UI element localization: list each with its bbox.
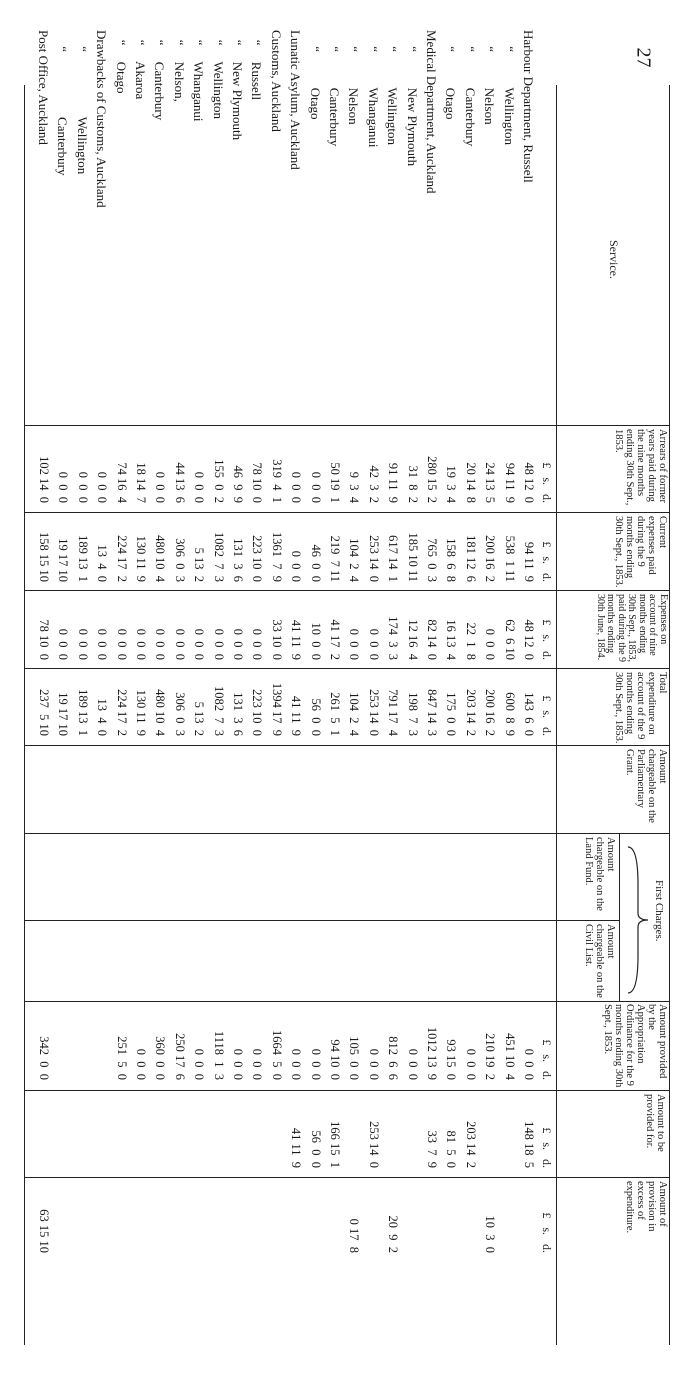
service-label: “ Canterbury [152, 30, 168, 121]
service-label: “ Wellington [74, 30, 90, 175]
service-label: “ Whanganui [365, 30, 381, 148]
amount-cell-c1: 9 3 4 [347, 471, 362, 503]
amount-cell-c3: 0 0 0 [95, 628, 110, 660]
amount-cell-c2: 185 10 11 [405, 532, 420, 582]
amount-cell-c2: 94 11 9 [522, 541, 536, 582]
amount-cell-c3: 174 3 3 [386, 616, 401, 660]
amount-cell-c6: 81 5 0 [444, 1130, 459, 1168]
amount-cell-c2: 538 1 11 [502, 535, 517, 582]
amount-cell-c5: 0 0 0 [289, 1048, 304, 1080]
service-label: “ Wellington [385, 30, 401, 145]
amount-cell-c1: 78 10 0 [250, 462, 265, 503]
amount-cell-c3: 0 0 0 [134, 628, 148, 660]
amount-cell-c1: 31 8 2 [405, 465, 420, 503]
amount-cell-c6: 203 14 2 [463, 1121, 478, 1168]
amount-cell-c4: 203 14 2 [463, 689, 478, 736]
amount-cell-c1: 24 13 5 [483, 462, 498, 503]
service-label: “ Nelson [346, 30, 362, 125]
amount-cell-c6: 148 18 5 [522, 1121, 536, 1168]
table-row [92, 0, 109, 1373]
service-label: “ Canterbury [55, 30, 71, 176]
amount-cell-c4: 189 13 1 [75, 689, 90, 736]
service-label: “ Otago [443, 30, 459, 120]
amount-cell-c3: 0 0 0 [192, 628, 207, 660]
service-label: “ New Plymouth [404, 30, 420, 167]
amount-cell-c2: 617 14 1 [386, 535, 401, 582]
amount-cell-c5: 210 19 2 [483, 1033, 498, 1080]
amount-cell-c5: 251 5 0 [114, 1036, 129, 1080]
amount-cell-c4: 175 0 0 [444, 692, 459, 736]
amount-cell-c4: 847 14 3 [425, 689, 439, 736]
service-label: Medical Department, Auckland [424, 30, 439, 194]
amount-cell-c5: 94 10 0 [328, 1039, 342, 1080]
amount-cell-c4: 1394 17 9 [269, 682, 284, 736]
amount-cell-c3: 0 0 0 [75, 628, 90, 660]
service-label: “ Akaroa [133, 30, 148, 100]
amount-cell-c3: 0 0 0 [347, 628, 362, 660]
service-label: “ Wellington [501, 30, 517, 145]
header-current: Current expenses paid during the 9 months ending 30th Sept., 1853. [613, 516, 668, 588]
amount-cell-c1: 74 16 4 [114, 462, 129, 503]
amount-cell-c5: 0 0 0 [463, 1048, 478, 1080]
service-label: Post Office, Auckland [36, 30, 51, 145]
amount-cell-c5: 0 0 0 [134, 1048, 148, 1080]
service-label: Drawbacks of Customs, Auckland [94, 30, 110, 208]
amount-cell-c1: 319 4 1 [269, 459, 284, 503]
amount-cell-c2: 219 7 11 [328, 535, 342, 582]
amount-cell-c1: 280 15 2 [425, 456, 439, 503]
amount-cell-c2: 1361 7 9 [269, 532, 284, 582]
amount-cell-c5: 0 0 0 [192, 1048, 207, 1080]
amount-cell-c5: 360 0 0 [153, 1036, 168, 1080]
table-row [383, 0, 400, 1373]
amount-cell-c3: 12 16 4 [405, 619, 420, 660]
amount-cell-c2: 5 13 2 [192, 547, 207, 582]
amount-cell-c4: 1082 7 3 [211, 686, 226, 736]
amount-cell-c4: 200 16 2 [483, 689, 498, 736]
table-row [209, 0, 226, 1373]
service-label: “ Nelson [482, 30, 498, 125]
service-label: Harbour Department, Russell [521, 30, 536, 183]
amount-cell-c2: 13 4 0 [95, 544, 110, 582]
header-expenses-nine: Expenses on account of nine months ending 30th Sept., 1853, paid during the 9 months ending 30th June, 1854. [595, 594, 669, 663]
amount-cell-c1: 94 11 9 [502, 462, 517, 503]
amount-cell-c3: 0 0 0 [172, 628, 187, 660]
amount-cell-c2: 480 10 4 [153, 535, 168, 582]
amount-cell-c4: 41 11 9 [289, 695, 304, 736]
header-excess: Amount of provision in excess of expenditure. [624, 1181, 668, 1234]
amount-cell-c1: 50 19 1 [328, 462, 342, 503]
amount-cell-c3: 0 0 0 [250, 628, 265, 660]
amount-cell-c5: 0 0 0 [405, 1048, 420, 1080]
amount-cell-c1: 102 14 0 [37, 456, 51, 503]
service-label: “ New Plymouth [230, 30, 245, 141]
amount-cell-c1: 0 0 0 [153, 471, 168, 503]
table-row [189, 0, 206, 1373]
amount-cell-c3: 33 10 0 [269, 619, 284, 660]
currency-unit-header: £ s. d. [540, 1039, 554, 1080]
amount-cell-c3: 10 0 0 [308, 622, 323, 660]
amount-cell-c5: 0 0 0 [366, 1048, 381, 1080]
amount-cell-c6: 41 11 9 [289, 1127, 304, 1168]
amount-cell-c3: 0 0 0 [366, 628, 381, 660]
amount-cell-c1: 0 0 0 [56, 471, 71, 503]
amount-cell-c3: 48 12 0 [522, 619, 536, 660]
currency-unit-header: £ s. d. [540, 462, 554, 503]
amount-cell-c4: 261 5 1 [328, 692, 342, 736]
amount-cell-c5: 0 0 0 [308, 1048, 323, 1080]
amount-cell-c2: 189 13 1 [75, 535, 90, 582]
amount-cell-c1: 42 3 2 [366, 465, 381, 503]
amount-cell-c3: 0 0 0 [483, 628, 498, 660]
service-label: “ Nelson, [171, 30, 187, 102]
table-row [306, 0, 323, 1373]
amount-cell-c1: 19 3 4 [444, 465, 459, 503]
table-row [170, 0, 187, 1373]
table-row [364, 0, 381, 1373]
amount-cell-c5: 0 0 0 [231, 1048, 245, 1080]
amount-cell-c3: 0 0 0 [153, 628, 168, 660]
amount-cell-c5: 812 6 6 [386, 1036, 401, 1080]
amount-cell-c1: 48 12 0 [522, 462, 536, 503]
table-row [403, 0, 420, 1373]
amount-cell-c7: 0 17 8 [347, 1218, 362, 1253]
amount-cell-c3: 41 17 2 [328, 619, 342, 660]
amount-cell-c2: 104 2 4 [347, 538, 362, 582]
table-bottom-rule [24, 85, 25, 1345]
table-top-rule [669, 85, 670, 1345]
first-charges-rule [619, 833, 620, 1001]
amount-cell-c2: 253 14 0 [366, 535, 381, 582]
amount-cell-c3: 0 0 0 [114, 628, 129, 660]
amount-cell-c1: 0 0 0 [289, 471, 304, 503]
amount-cell-c5: 1012 13 9 [425, 1026, 439, 1080]
amount-cell-c3: 78 10 0 [37, 619, 51, 660]
amount-cell-c4: 131 3 6 [231, 692, 245, 736]
amount-cell-c4: 600 8 9 [502, 692, 517, 736]
amount-cell-c5: 105 0 0 [347, 1036, 362, 1080]
amount-cell-c3: 22 1 8 [463, 622, 478, 660]
service-label: “ Whanganui [191, 30, 207, 122]
service-label: “ Wellington [210, 30, 226, 119]
table-row [461, 0, 478, 1373]
amount-cell-c3: 41 11 9 [289, 619, 304, 660]
amount-cell-c2: 306 0 3 [172, 538, 187, 582]
table-row [267, 0, 284, 1373]
amount-cell-c1: 18 14 7 [134, 462, 148, 503]
amount-cell-c4: 223 10 0 [250, 689, 265, 736]
table-row [344, 0, 361, 1373]
amount-cell-c1: 0 0 0 [308, 471, 323, 503]
amount-cell-c4: 104 2 4 [347, 692, 362, 736]
amount-cell-c2: 46 0 0 [308, 544, 323, 582]
table-row [480, 0, 497, 1373]
amount-cell-c4: 791 17 4 [386, 689, 401, 736]
header-appropriation: Amount provided by the Appropriation Ordinance for the 9 months ending 30th Sept., 1853. [602, 1004, 668, 1088]
amount-cell-c3: 16 13 4 [444, 619, 459, 660]
table-row [519, 0, 536, 1373]
table-row [53, 0, 70, 1373]
amount-cell-c1: 44 13 6 [172, 462, 187, 503]
table-row [422, 0, 439, 1373]
header-land-fund: Amount chargeable on the Land Fund. [583, 837, 616, 911]
amount-cell-c6: 56 0 0 [308, 1130, 323, 1168]
amount-cell-c1: 0 0 0 [192, 471, 207, 503]
header-total: Total expenditure on account of the 9 months ending 30th Sept., 1853. [613, 672, 668, 744]
amount-cell-c2: 181 12 6 [463, 535, 478, 582]
amount-cell-c1: 46 9 9 [231, 465, 245, 503]
amount-cell-c3: 0 0 0 [56, 628, 71, 660]
service-label: “ Otago [113, 30, 129, 94]
amount-cell-c2: 130 11 9 [134, 535, 148, 582]
service-label: “ Canterbury [327, 30, 342, 147]
amount-cell-c2: 0 0 0 [289, 550, 304, 582]
service-label: “ Otago [307, 30, 323, 120]
amount-cell-c2: 131 3 6 [231, 538, 245, 582]
amount-cell-c4: 56 0 0 [308, 698, 323, 736]
table-row [34, 0, 51, 1373]
amount-cell-c4: 5 13 2 [192, 701, 207, 736]
amount-cell-c5: 1664 5 0 [269, 1030, 284, 1080]
amount-cell-c7: 10 3 0 [483, 1215, 498, 1253]
table-row [286, 0, 303, 1373]
amount-cell-c2: 1082 7 3 [211, 532, 226, 582]
amount-cell-c5: 451 10 4 [502, 1033, 517, 1080]
amount-cell-c2: 158 6 8 [444, 538, 459, 582]
amount-cell-c1: 91 11 9 [386, 462, 401, 503]
header-service: Service. [607, 240, 621, 279]
header-civil-list: Amount chargeable on the Civil List. [583, 924, 616, 998]
table-row [228, 0, 245, 1373]
service-label: “ Canterbury [462, 30, 478, 147]
table-row [325, 0, 342, 1373]
service-label: “ Russell [249, 30, 265, 101]
amount-cell-c4: 480 10 4 [153, 689, 168, 736]
amount-cell-c5: 93 15 0 [444, 1039, 459, 1080]
amount-cell-c2: 158 15 10 [37, 532, 51, 582]
table-row [500, 0, 517, 1373]
amount-cell-c7: 63 15 10 [37, 1209, 51, 1253]
page-number: 27 [632, 47, 655, 68]
service-label: Lunatic Asylum, Auckland [288, 30, 304, 170]
table-row [247, 0, 264, 1373]
table-row [73, 0, 90, 1373]
header-parliamentary: Amount chargeable on the Parliamentary Grant. [624, 749, 668, 823]
amount-cell-c7: 20 9 2 [386, 1215, 401, 1253]
first-charges-brace-icon [626, 845, 652, 995]
amount-cell-c2: 223 10 0 [250, 535, 265, 582]
header-to-be-provided: Amount to be provided for. [644, 1094, 666, 1152]
header-first-charges: First Charges. [653, 880, 665, 942]
amount-cell-c6: 253 14 0 [366, 1121, 381, 1168]
amount-cell-c4: 198 7 3 [405, 692, 420, 736]
amount-cell-c4: 224 17 2 [114, 689, 129, 736]
amount-cell-c3: 0 0 0 [231, 628, 245, 660]
amount-cell-c2: 224 17 2 [114, 535, 129, 582]
amount-cell-c5: 1118 1 3 [211, 1030, 226, 1080]
amount-cell-c4: 306 0 3 [172, 692, 187, 736]
amount-cell-c1: 155 0 2 [211, 459, 226, 503]
header-arrears: Arrears of former years paid during the nine months ending 30th Sept., 1853. [613, 429, 668, 506]
amount-cell-c6: 166 15 1 [328, 1121, 342, 1168]
currency-unit-header: £ s. d. [540, 1212, 554, 1253]
amount-cell-c4: 19 17 10 [56, 692, 71, 736]
header-bottom-rule [556, 85, 557, 1345]
table-row [112, 0, 129, 1373]
amount-cell-c1: 0 0 0 [75, 471, 90, 503]
currency-unit-header: £ s. d. [540, 1127, 554, 1168]
amount-cell-c3: 82 14 0 [425, 619, 439, 660]
amount-cell-c4: 143 6 0 [522, 692, 536, 736]
currency-unit-header: £ s. d. [540, 541, 554, 582]
amount-cell-c4: 130 11 9 [134, 689, 148, 736]
amount-cell-c2: 765 0 3 [425, 538, 439, 582]
table-row [441, 0, 458, 1373]
amount-cell-c1: 20 14 8 [463, 462, 478, 503]
table-row [131, 0, 148, 1373]
amount-cell-c6: 33 7 9 [425, 1130, 439, 1168]
amount-cell-c5: 0 0 0 [250, 1048, 265, 1080]
amount-cell-c3: 62 6 10 [502, 619, 517, 660]
amount-cell-c3: 0 0 0 [211, 628, 226, 660]
amount-cell-c4: 237 5 10 [37, 689, 51, 736]
table-row [150, 0, 167, 1373]
amount-cell-c2: 200 16 2 [483, 535, 498, 582]
amount-cell-c4: 253 14 0 [366, 689, 381, 736]
amount-cell-c1: 0 0 0 [95, 471, 110, 503]
currency-unit-header: £ s. d. [540, 695, 554, 736]
amount-cell-c5: 342 0 0 [37, 1036, 51, 1080]
amount-cell-c2: 19 17 10 [56, 538, 71, 582]
amount-cell-c5: 250 17 6 [172, 1033, 187, 1080]
amount-cell-c4: 13 4 0 [95, 698, 110, 736]
amount-cell-c5: 0 0 0 [522, 1048, 536, 1080]
currency-unit-header: £ s. d. [540, 619, 554, 660]
service-label: Customs, Auckland [268, 30, 284, 132]
